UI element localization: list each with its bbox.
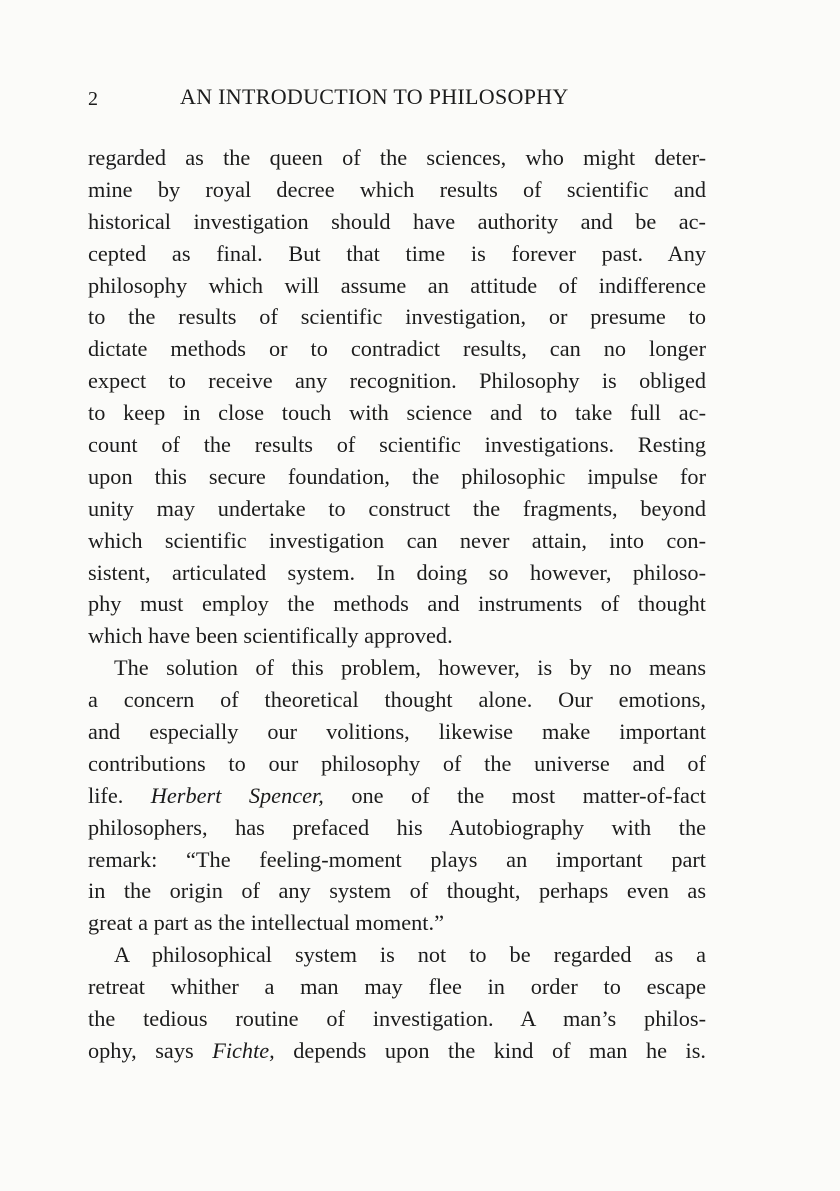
text-line: dictate methods or to contradict results, can no longer	[88, 336, 706, 362]
text-segment: life.	[88, 782, 124, 808]
text-line: philosophy which will assume an attitude of indifference	[88, 272, 706, 298]
text-line: A philosophical system is not to be regarded as a	[114, 942, 706, 968]
text-segment: one of the most matter-of-fact	[351, 782, 706, 808]
paragraph-2	[88, 652, 706, 939]
text-line: unity may undertake to construct the fragments, beyond	[88, 495, 706, 521]
text-line: The solution of this problem, however, is by no means	[114, 655, 706, 681]
text-line: expect to receive any recognition. Philosophy is obliged	[88, 368, 706, 394]
text-line: mine by royal decree which results of scientific and	[88, 176, 706, 202]
text-line: which scientific investigation can never attain, into con-	[88, 527, 706, 553]
page-header	[88, 84, 708, 116]
text-line: a concern of theoretical thought alone. Our emotions,	[88, 687, 706, 713]
text-segment: ophy, says	[88, 1037, 194, 1063]
text-line	[88, 1035, 706, 1067]
text-line	[88, 780, 706, 812]
text-line: sistent, articulated system. In doing so however, philoso-	[88, 559, 706, 585]
paragraph-1	[88, 142, 706, 652]
author-name: Fichte,	[212, 1037, 275, 1063]
text-line: remark: “The feeling-moment plays an important part	[88, 846, 706, 872]
body-text	[88, 142, 706, 1067]
paragraph-3	[88, 939, 706, 1067]
text-line: regarded as the queen of the sciences, who might deter-	[88, 145, 706, 170]
running-title: AN INTRODUCTION TO PHILOSOPHY	[180, 84, 569, 109]
page-number: 2	[88, 88, 99, 110]
text-line: the tedious routine of investigation. A man’s philos-	[88, 1006, 706, 1032]
text-line: contributions to our philosophy of the universe and of	[88, 750, 706, 776]
text-line: and especially our volitions, likewise make important	[88, 719, 706, 745]
text-segment: depends upon the kind of man he is.	[293, 1037, 707, 1063]
text-line: to keep in close touch with science and to take full ac-	[88, 400, 706, 426]
text-line: upon this secure foundation, the philosophic impulse for	[88, 463, 706, 489]
text-line: retreat whither a man may flee in order to escape	[88, 974, 706, 1000]
text-line: cepted as final. But that time is forever past. Any	[88, 240, 706, 266]
text-line: to the results of scientific investigation, or presume to	[88, 304, 706, 330]
text-line: philosophers, has prefaced his Autobiography with the	[88, 814, 706, 840]
text-line: phy must employ the methods and instruments of thought	[88, 591, 706, 617]
author-name: Herbert Spencer,	[150, 782, 324, 808]
text-line: in the origin of any system of thought, perhaps even as	[88, 878, 706, 904]
text-line: historical investigation should have authority and be ac-	[88, 208, 706, 234]
text-line: great a part as the intellectual moment.”	[88, 910, 444, 936]
text-line: count of the results of scientific investigations. Resting	[88, 432, 706, 458]
text-line: which have been scientifically approved.	[88, 623, 453, 649]
